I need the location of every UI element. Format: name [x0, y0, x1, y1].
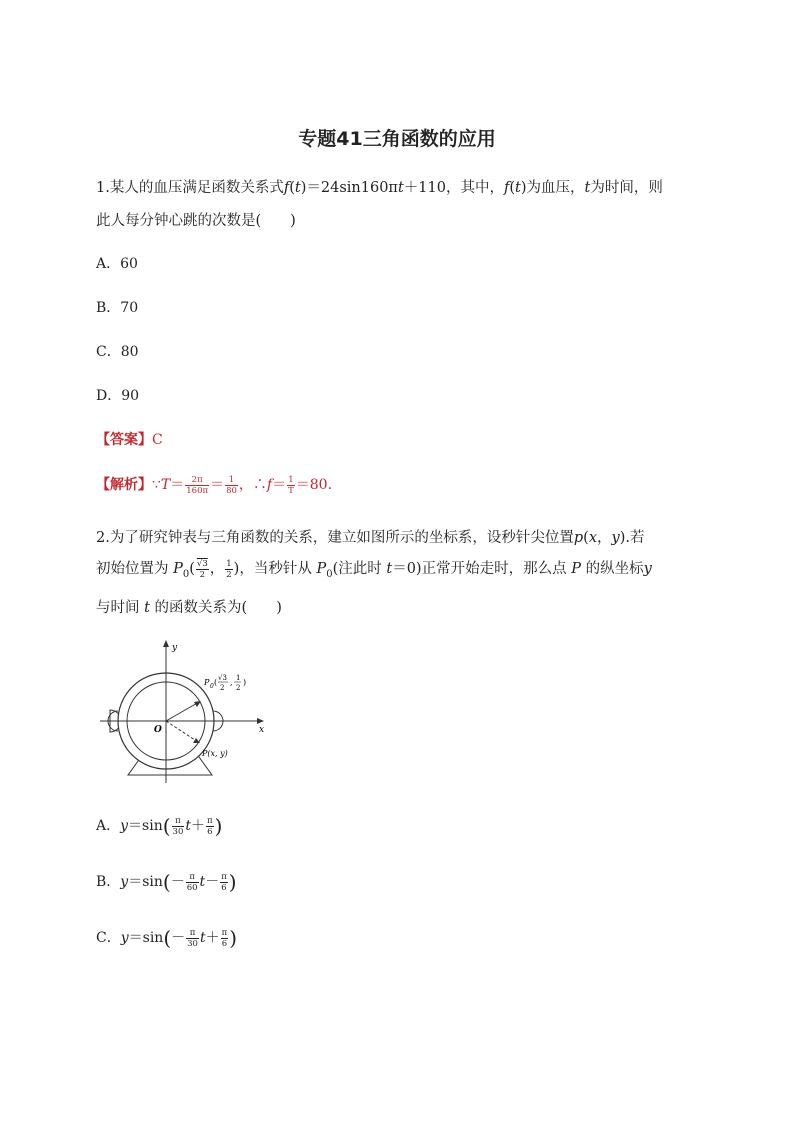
x-axis-arrow [257, 718, 264, 724]
q2-stem-line3: 与时间 t 的函数关系为( ) [96, 600, 282, 616]
svg-text:2: 2 [220, 684, 225, 692]
svg-text:P: P [204, 678, 210, 687]
q2-option-a: A．y＝sin( $\frac{\pi}{30}$ t＋ $\frac{\pi}{6}$ ) [96, 814, 223, 838]
svg-text:2: 2 [236, 684, 241, 692]
clock-coordinate-figure [96, 638, 276, 783]
x-axis-label: x [259, 725, 265, 735]
q1-stem-line2: 此人每分钟心跳的次数是( ) [96, 213, 296, 229]
page-title: 专题41三角函数的应用 [298, 128, 496, 150]
svg-text:√3: √3 [218, 674, 227, 682]
q1-option-b: B．70 [96, 300, 139, 316]
p0-label [203, 674, 246, 692]
y-axis-arrow [163, 640, 169, 647]
q1-option-d: D．90 [96, 388, 140, 404]
svg-text:,: , [230, 678, 233, 687]
svg-text:(: ( [214, 678, 218, 687]
q1-answer [96, 429, 163, 449]
q2-option-b: B．y＝sin(－ $\frac{\pi}{60}$ t－ $\frac{\pi}{6}$ ) [96, 870, 237, 894]
p-label: P(x, y) [202, 749, 228, 758]
svg-text:1: 1 [236, 674, 241, 682]
q2-stem-line2: 初始位置为 $P_0$( $\frac{√3}{2}$ ， $\frac{1}{2}$ )，当秒针从 $P_0$(注此时 t＝0)正常开始走时，那么点 P 的纵坐标y [96, 558, 652, 580]
q1-option-a: A．60 [96, 256, 138, 272]
q2-stem-line1: 2.为了研究钟表与三角函数的关系，建立如图所示的坐标系，设秒针尖位置p(x，y).若 [96, 530, 645, 546]
origin-label: O [154, 725, 162, 735]
q1-stem-line1: 1.某人的血压满足函数关系式f(t)＝24sin160πt＋110，其中，f(t)为血压，t为时间，则 [96, 180, 663, 196]
svg-text:): ) [243, 678, 247, 687]
analysis-tag: 【解析】 [96, 477, 152, 493]
y-axis-label: y [172, 643, 178, 653]
answer-tag: 【答案】 [96, 432, 152, 448]
svg-text:0: 0 [210, 683, 214, 690]
q2-option-c: C．y＝sin(－ $\frac{\pi}{30}$ t＋ $\frac{\pi}{6}$ ) [96, 926, 238, 950]
analysis-formula: ∵T＝ $\frac{2\pi}{160\pi}$ ＝ $\frac{1}{80}$ ，∴f＝ $\frac{1}{T}$ ＝80. [152, 474, 333, 496]
q1-analysis [96, 474, 332, 496]
answer-value: C [152, 432, 163, 448]
q1-option-c: C．80 [96, 344, 139, 360]
